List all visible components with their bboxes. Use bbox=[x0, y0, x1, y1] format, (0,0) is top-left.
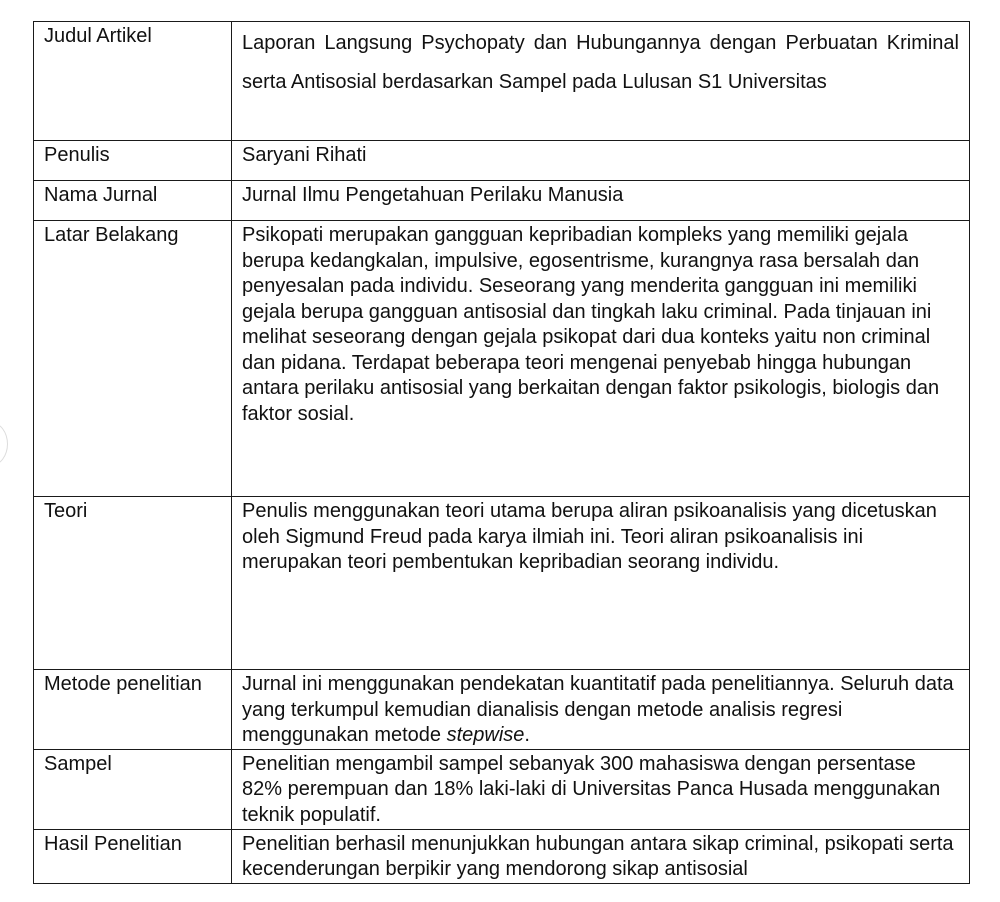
table-row bbox=[34, 749, 970, 829]
row-label-latar-belakang: Latar Belakang bbox=[34, 221, 232, 497]
row-value-latar-belakang: Psikopati merupakan gangguan kepribadian kompleks yang memiliki gejala berupa kedangkalan, impulsive, egosentrisme, kurangnya rasa bersalah dan penyesalan pada individu. Seseorang yang menderita gangguan ini memiliki gejala berupa gangguan antisosial dan tingkah laku criminal. Pada tinjauan ini melihat seseorang dengan gejala psikopat dari dua konteks yaitu non criminal dan pidana. Terdapat beberapa teori mengenai penyebab hingga hubungan antara perilaku antisosial yang berkaitan dengan faktor psikologis, biologis dan faktor sosial. bbox=[232, 221, 970, 497]
table-row bbox=[34, 141, 970, 181]
table-row bbox=[34, 22, 970, 141]
row-value-teori: Penulis menggunakan teori utama berupa aliran psikoanalisis yang dicetuskan oleh Sigmund Freud pada karya ilmiah ini. Teori aliran psikoanalisis ini merupakan teori pembentukan kepribadian seorang individu. bbox=[232, 497, 970, 670]
table-row bbox=[34, 497, 970, 670]
row-label-teori: Teori bbox=[34, 497, 232, 670]
table-row bbox=[34, 829, 970, 883]
row-value-hasil: Penelitian berhasil menunjukkan hubungan antara sikap criminal, psikopati serta kecenderungan berpikir yang mendorong sikap antisosial bbox=[232, 829, 970, 883]
row-label-judul: Judul Artikel bbox=[34, 22, 232, 141]
row-label-nama-jurnal: Nama Jurnal bbox=[34, 181, 232, 221]
row-label-penulis: Penulis bbox=[34, 141, 232, 181]
row-value-sampel: Penelitian mengambil sampel sebanyak 300 mahasiswa dengan persentase 82% perempuan dan 18% laki-laki di Universitas Panca Husada menggunakan teknik populatif. bbox=[232, 749, 970, 829]
table-row bbox=[34, 221, 970, 497]
metode-emphasis: stepwise bbox=[446, 724, 525, 746]
metode-period: . bbox=[524, 724, 530, 746]
row-value-nama-jurnal: Jurnal Ilmu Pengetahuan Perilaku Manusia bbox=[232, 181, 970, 221]
row-label-sampel: Sampel bbox=[34, 749, 232, 829]
metode-text: Jurnal ini menggunakan pendekatan kuantitatif pada penelitiannya. Seluruh data yang terkumpul kemudian dianalisis dengan metode analisis regresi menggunakan metode bbox=[242, 673, 954, 746]
table-row bbox=[34, 670, 970, 750]
row-label-hasil: Hasil Penelitian bbox=[34, 829, 232, 883]
row-value-penulis: Saryani Rihati bbox=[232, 141, 970, 181]
page-edge-arc bbox=[0, 422, 8, 466]
table-row bbox=[34, 181, 970, 221]
row-value-judul: Laporan Langsung Psychopaty dan Hubungannya dengan Perbuatan Kriminal serta Antisosial berdasarkan Sampel pada Lulusan S1 Universitas bbox=[232, 22, 970, 141]
row-label-metode: Metode penelitian bbox=[34, 670, 232, 750]
row-value-metode bbox=[232, 670, 970, 750]
journal-review-table bbox=[33, 21, 970, 884]
